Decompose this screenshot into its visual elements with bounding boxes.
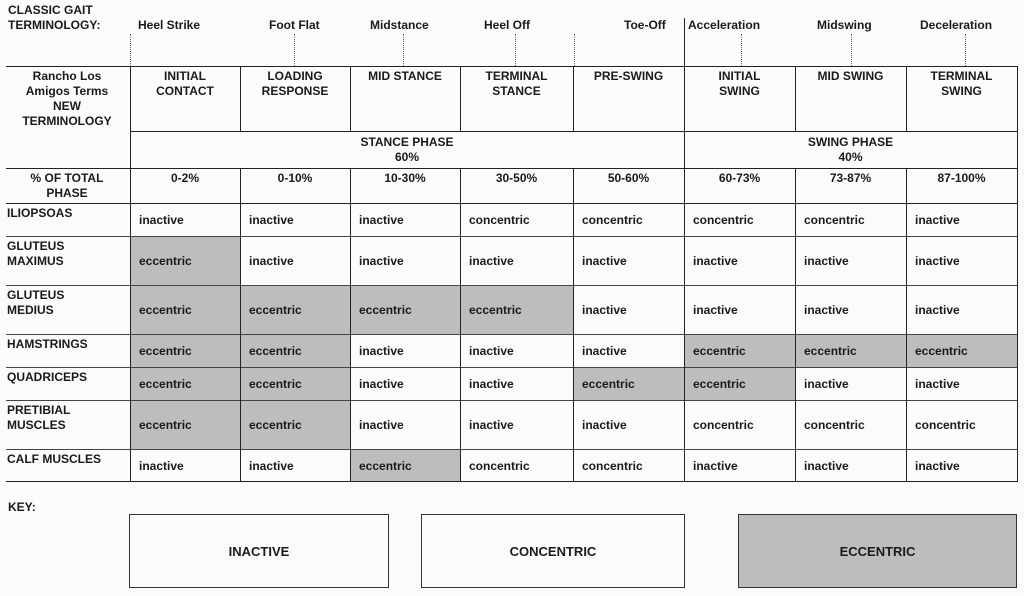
muscle-label-line: GLUTEUS	[7, 288, 65, 302]
muscle-cell: inactive	[804, 303, 849, 317]
muscle-cell: inactive	[359, 213, 404, 227]
key-eccentric-label: ECCENTRIC	[839, 543, 916, 559]
swing-phase-percent: 40%	[838, 150, 863, 164]
phase-header-pre-swing	[573, 69, 684, 84]
muscle-label-line: PRETIBIAL	[7, 403, 71, 417]
swing-phase-label: SWING PHASE	[807, 135, 894, 149]
muscle-cell: eccentric	[685, 368, 795, 400]
phase-header-mid-swing	[795, 69, 906, 84]
muscle-label-line: MEDIUS	[7, 303, 54, 317]
muscle-cell: concentric	[804, 213, 865, 227]
muscle-cell: inactive	[582, 254, 627, 268]
muscle-label-line: MUSCLES	[7, 418, 66, 432]
muscle-cell: inactive	[469, 377, 514, 391]
rancho-label-line: NEW	[53, 99, 81, 113]
muscle-cell: eccentric	[131, 335, 240, 367]
muscle-cell: inactive	[804, 254, 849, 268]
muscle-cell: inactive	[469, 254, 514, 268]
muscle-cell: inactive	[804, 377, 849, 391]
percent-label-line: PHASE	[46, 186, 88, 200]
percent-value: 73-87%	[829, 171, 872, 185]
muscle-cell: inactive	[915, 458, 960, 473]
muscle-cell: inactive	[582, 344, 627, 358]
phase-header-line: TERMINAL	[930, 69, 993, 83]
phase-header-line: MID SWING	[817, 69, 884, 83]
phase-header-mid-stance	[350, 69, 460, 84]
phase-band-top-rule	[130, 131, 1018, 132]
muscle-cell: concentric	[915, 418, 976, 432]
muscle-cell: inactive	[359, 254, 404, 268]
muscle-label-line: ILIOPSOAS	[7, 206, 73, 220]
phase-header-initial-contact	[130, 69, 240, 99]
muscle-cell: inactive	[359, 344, 404, 358]
muscle-label-gluteus-maximus	[7, 239, 125, 269]
muscle-cell: concentric	[693, 213, 754, 227]
classic-tick	[403, 34, 404, 66]
muscle-label-line: MAXIMUS	[7, 254, 64, 268]
key-concentric-box	[421, 514, 685, 588]
muscle-cell: concentric	[469, 213, 530, 227]
muscle-cell: inactive	[915, 303, 960, 317]
phase-header-initial-swing	[684, 69, 795, 99]
muscle-label-calf	[7, 452, 125, 467]
classic-title-line-2: TERMINOLOGY:	[8, 18, 101, 32]
key-eccentric-box	[738, 514, 1017, 588]
percent-label-line: % OF TOTAL	[30, 171, 104, 185]
classic-label-deceleration: Deceleration	[920, 18, 993, 32]
percent-value: 50-60%	[607, 171, 650, 185]
muscle-cell: inactive	[693, 303, 738, 317]
muscle-cell: inactive	[249, 254, 294, 268]
percent-value: 60-73%	[718, 171, 761, 185]
classic-tick	[515, 34, 516, 66]
muscle-cell: eccentric	[574, 368, 684, 400]
phase-header-line: CONTACT	[156, 84, 214, 98]
muscle-cell: eccentric	[131, 237, 240, 285]
phase-header-line: STANCE	[492, 84, 541, 98]
muscle-label-line: CALF MUSCLES	[7, 452, 101, 466]
muscle-label-quadriceps	[7, 370, 125, 385]
muscle-label-line: GLUTEUS	[7, 239, 65, 253]
classic-label-midstance: Midstance	[370, 18, 429, 32]
phase-header-line: TERMINAL	[485, 69, 548, 83]
muscle-cell: inactive	[693, 458, 738, 473]
percent-value: 87-100%	[937, 171, 986, 185]
phase-header-line: PRE-SWING	[593, 69, 664, 83]
phase-header-line: LOADING	[267, 69, 323, 83]
phase-header-loading-response	[240, 69, 350, 99]
classic-label-heel-strike: Heel Strike	[138, 18, 201, 32]
rancho-terms-label	[6, 69, 128, 129]
stance-swing-divider-top	[684, 18, 685, 66]
percent-row-top-rule	[6, 168, 1018, 169]
muscle-cell: eccentric	[685, 335, 795, 367]
muscle-cell: inactive	[804, 458, 849, 473]
column-rule	[1017, 66, 1018, 482]
muscle-cell: eccentric	[907, 335, 1017, 367]
phase-header-terminal-stance	[460, 69, 573, 99]
muscle-label-hamstrings	[7, 337, 125, 352]
muscle-label-gluteus-medius	[7, 288, 125, 318]
muscle-cell: eccentric	[241, 368, 350, 400]
muscle-label-pretibial	[7, 403, 125, 433]
muscle-cell: eccentric	[131, 368, 240, 400]
percent-value: 30-50%	[495, 171, 538, 185]
classic-label-acceleration: Acceleration	[688, 18, 761, 32]
muscle-cell: eccentric	[241, 335, 350, 367]
muscle-cell: inactive	[249, 213, 294, 227]
muscle-cell: inactive	[469, 418, 514, 432]
phase-header-line: SWING	[719, 84, 760, 98]
key-inactive-box	[129, 514, 389, 588]
classic-label-foot-flat: Foot Flat	[269, 18, 320, 32]
classic-tick	[851, 34, 852, 66]
percent-value: 0-2%	[170, 171, 199, 185]
muscle-cell: eccentric	[131, 286, 240, 334]
phase-header-line: MID STANCE	[368, 69, 442, 83]
classic-label-heel-off: Heel Off	[484, 18, 531, 32]
classic-tick	[741, 34, 742, 66]
classic-tick	[965, 34, 966, 66]
percent-row-label	[6, 171, 128, 201]
muscle-cell: inactive	[915, 213, 960, 227]
muscle-cell: eccentric	[241, 401, 350, 449]
muscle-cell: concentric	[582, 213, 643, 227]
stance-phase-band	[130, 135, 684, 165]
phase-header-line: SWING	[941, 84, 982, 98]
table-top-rule	[6, 66, 1018, 67]
key-concentric-label: CONCENTRIC	[509, 543, 597, 559]
muscle-cell: inactive	[359, 418, 404, 432]
muscle-cell: concentric	[804, 418, 865, 432]
percent-value: 0-10%	[277, 171, 313, 185]
classic-tick	[294, 34, 295, 66]
stance-phase-label: STANCE PHASE	[360, 135, 454, 149]
muscle-cell: inactive	[139, 213, 184, 227]
classic-terminology-title	[8, 3, 100, 33]
muscle-cell: concentric	[693, 418, 754, 432]
muscle-cell: inactive	[693, 254, 738, 268]
key-title: KEY:	[8, 500, 36, 514]
classic-tick	[130, 34, 131, 66]
classic-label-midswing: Midswing	[817, 18, 872, 32]
percent-value: 10-30%	[384, 171, 426, 185]
classic-tick	[574, 34, 575, 66]
muscle-cell: inactive	[249, 458, 294, 473]
phase-header-line: RESPONSE	[261, 84, 329, 98]
muscle-cell: inactive	[359, 377, 404, 391]
key-inactive-label: INACTIVE	[228, 543, 290, 559]
muscle-cell: eccentric	[241, 286, 350, 334]
muscle-cell: eccentric	[351, 286, 460, 334]
muscle-label-iliopsoas	[7, 206, 125, 221]
phase-header-line: INITIAL	[718, 69, 761, 83]
muscle-cell: inactive	[915, 377, 960, 391]
classic-label-toe-off: Toe-Off	[624, 18, 666, 32]
muscle-cell: eccentric	[131, 401, 240, 449]
muscle-cell: concentric	[469, 458, 530, 473]
phase-header-terminal-swing	[906, 69, 1017, 99]
muscle-cell: concentric	[582, 458, 643, 473]
muscle-cell: inactive	[582, 418, 627, 432]
muscle-cell: eccentric	[796, 335, 906, 367]
phase-header-line: INITIAL	[164, 69, 206, 83]
muscle-label-line: HAMSTRINGS	[7, 337, 88, 351]
muscle-cell: inactive	[469, 344, 514, 358]
muscle-cell: inactive	[582, 303, 627, 317]
muscle-cell: eccentric	[461, 286, 573, 334]
swing-phase-band	[684, 135, 1017, 165]
rancho-label-line: Rancho Los	[32, 69, 102, 83]
muscle-cell: inactive	[139, 458, 184, 473]
muscle-cell: inactive	[915, 254, 960, 268]
table-bottom-rule	[6, 481, 1018, 482]
rancho-label-line: Amigos Terms	[25, 84, 109, 98]
classic-title-line-1: CLASSIC GAIT	[8, 3, 93, 17]
muscle-cell: eccentric	[351, 450, 460, 481]
rancho-label-line: TERMINOLOGY	[22, 114, 112, 128]
muscle-label-line: QUADRICEPS	[7, 370, 88, 384]
stance-phase-percent: 60%	[394, 150, 420, 164]
